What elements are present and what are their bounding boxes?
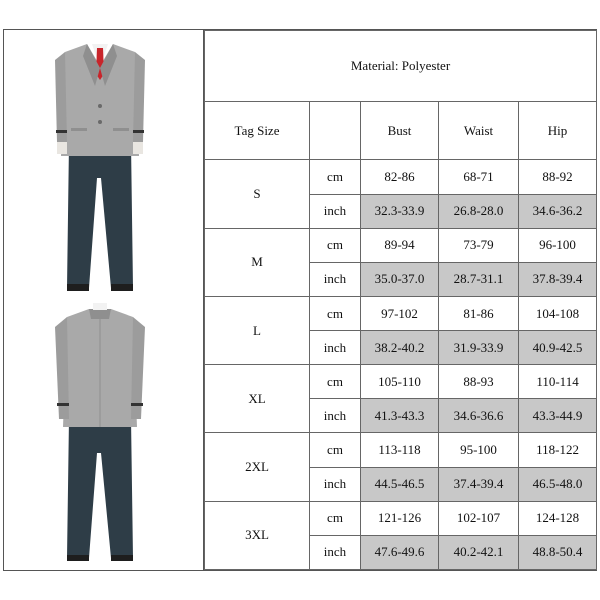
unit-cm: cm: [310, 296, 361, 330]
hip-cm-value: 88-92: [519, 160, 597, 194]
unit-inch: inch: [310, 262, 361, 296]
bust-inch-value: 41.3-43.3: [361, 399, 439, 433]
hip-cm-value: 118-122: [519, 433, 597, 467]
header-row: [205, 102, 597, 160]
waist-cm-value: 95-100: [439, 433, 519, 467]
size-row-cm: [205, 365, 597, 399]
waist-inch-value: 40.2-42.1: [439, 535, 519, 569]
waist-cm-value: 102-107: [439, 501, 519, 535]
material-row: [205, 31, 597, 102]
unit-inch: inch: [310, 194, 361, 228]
unit-inch: inch: [310, 331, 361, 365]
bust-inch-value: 32.3-33.9: [361, 194, 439, 228]
hip-cm-value: 104-108: [519, 296, 597, 330]
header-bust: Bust: [361, 102, 439, 160]
size-row-cm: [205, 160, 597, 194]
header-tag-size: Tag Size: [205, 102, 310, 160]
unit-inch: inch: [310, 467, 361, 501]
hip-inch-value: 46.5-48.0: [519, 467, 597, 501]
hip-cm-value: 96-100: [519, 228, 597, 262]
unit-cm: cm: [310, 433, 361, 467]
size-row-cm: [205, 228, 597, 262]
size-row-cm: [205, 501, 597, 535]
material-label: Material: Polyester: [205, 31, 597, 102]
header-hip: Hip: [519, 102, 597, 160]
size-label: XL: [205, 365, 310, 433]
waist-inch-value: 37.4-39.4: [439, 467, 519, 501]
bust-inch-value: 35.0-37.0: [361, 262, 439, 296]
header-waist: Waist: [439, 102, 519, 160]
unit-cm: cm: [310, 228, 361, 262]
unit-inch: inch: [310, 399, 361, 433]
bust-cm-value: 113-118: [361, 433, 439, 467]
hip-inch-value: 34.6-36.2: [519, 194, 597, 228]
bust-cm-value: 89-94: [361, 228, 439, 262]
hip-inch-value: 43.3-44.9: [519, 399, 597, 433]
bust-cm-value: 97-102: [361, 296, 439, 330]
waist-cm-value: 81-86: [439, 296, 519, 330]
unit-cm: cm: [310, 501, 361, 535]
waist-cm-value: 73-79: [439, 228, 519, 262]
waist-inch-value: 34.6-36.6: [439, 399, 519, 433]
size-label: 3XL: [205, 501, 310, 569]
size-label: L: [205, 296, 310, 364]
waist-cm-value: 88-93: [439, 365, 519, 399]
uniform-front-image: [45, 38, 155, 293]
size-label: S: [205, 160, 310, 228]
size-label: 2XL: [205, 433, 310, 501]
bust-cm-value: 82-86: [361, 160, 439, 194]
hip-cm-value: 110-114: [519, 365, 597, 399]
size-label: M: [205, 228, 310, 296]
bust-cm-value: 121-126: [361, 501, 439, 535]
uniform-back-image: [45, 303, 155, 563]
bust-inch-value: 44.5-46.5: [361, 467, 439, 501]
size-row-cm: [205, 296, 597, 330]
waist-inch-value: 28.7-31.1: [439, 262, 519, 296]
unit-cm: cm: [310, 365, 361, 399]
waist-cm-value: 68-71: [439, 160, 519, 194]
waist-inch-value: 31.9-33.9: [439, 331, 519, 365]
bust-inch-value: 47.6-49.6: [361, 535, 439, 569]
header-unit: [310, 102, 361, 160]
hip-inch-value: 40.9-42.5: [519, 331, 597, 365]
hip-inch-value: 48.8-50.4: [519, 535, 597, 569]
hip-cm-value: 124-128: [519, 501, 597, 535]
hip-inch-value: 37.8-39.4: [519, 262, 597, 296]
bust-inch-value: 38.2-40.2: [361, 331, 439, 365]
waist-inch-value: 26.8-28.0: [439, 194, 519, 228]
bust-cm-value: 105-110: [361, 365, 439, 399]
unit-inch: inch: [310, 535, 361, 569]
size-chart-table: [204, 30, 597, 570]
unit-cm: cm: [310, 160, 361, 194]
size-row-cm: [205, 433, 597, 467]
